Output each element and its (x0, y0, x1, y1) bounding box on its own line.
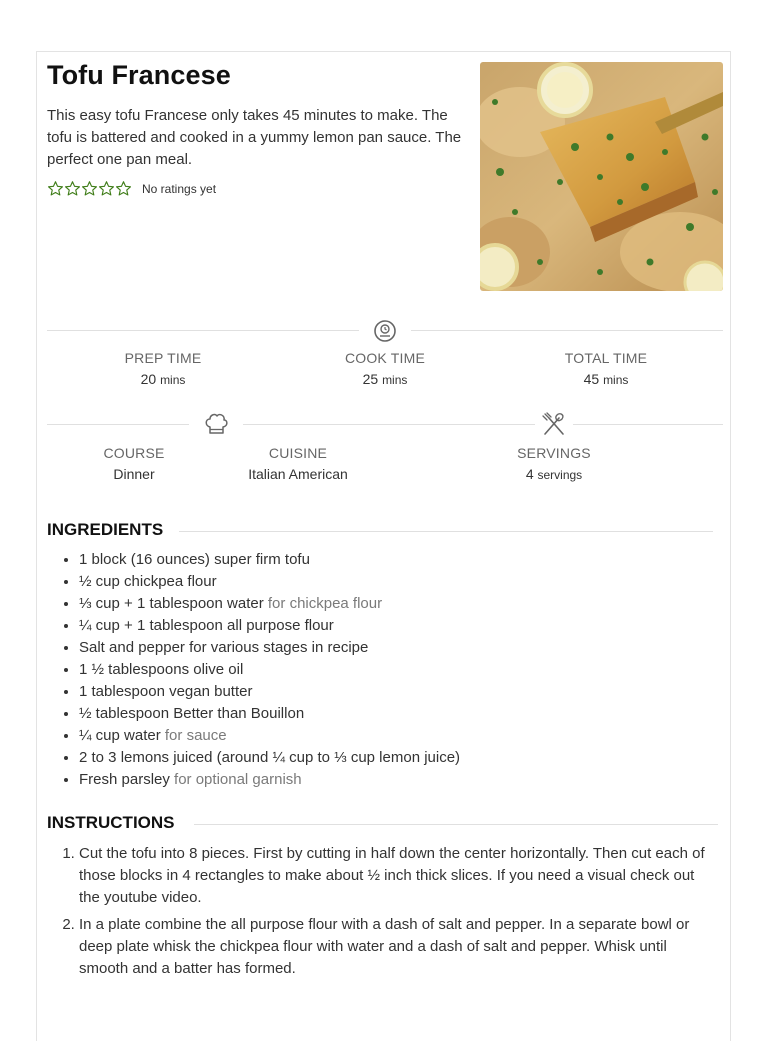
divider (411, 330, 723, 331)
ingredient-text: 2 to 3 lemons juiced (around ¼ cup to ⅓ cup lemon juice) (79, 749, 461, 766)
ingredient-item (79, 681, 719, 703)
rating-text: No ratings yet (142, 181, 217, 196)
ingredient-item (79, 593, 719, 615)
ingredient-text: ⅓ cup + 1 tablespoon water (79, 595, 264, 612)
chef-hat-icon (202, 410, 230, 438)
servings-label: SERVINGS (517, 445, 591, 461)
ingredient-note: for sauce (164, 727, 227, 744)
cuisine-label: CUISINE (268, 445, 328, 461)
ingredient-note: for optional garnish (174, 771, 302, 788)
utensils-icon (540, 410, 568, 438)
divider (243, 424, 535, 425)
prep-time-label: PREP TIME (124, 350, 202, 366)
servings-value: 4 (525, 466, 534, 482)
ingredient-text: 1 tablespoon vegan butter (79, 683, 253, 700)
recipe-rating[interactable] (47, 180, 216, 197)
ingredient-item (79, 769, 719, 791)
rating-stars[interactable] (47, 180, 132, 197)
cuisine (198, 445, 398, 482)
ingredient-item (79, 571, 719, 593)
recipe-summary: This easy tofu Francese only takes 45 minutes to make. The tofu is battered and cooked in a yummy lemon pan sauce. The perfect one pan meal. (47, 107, 462, 168)
divider (179, 531, 713, 532)
course-value: Dinner (113, 466, 155, 482)
instruction-step: 1. Cut the tofu into 8 pieces. First by cutting in half down the center horizontally. Then cut each of those blocks in 4 rectangles to make about ½ inch thick slices. If you need a visual check out the youtube video. (79, 843, 719, 909)
prep-time-unit: mins (160, 373, 186, 387)
ingredient-item (79, 725, 719, 747)
prep-time-value: 20 (140, 371, 157, 387)
star-icon[interactable] (64, 180, 81, 197)
ingredient-item (79, 747, 719, 769)
ingredient-text: ½ tablespoon Better than Bouillon (79, 705, 305, 722)
recipe-photo (480, 62, 723, 291)
cook-time-unit: mins (382, 373, 408, 387)
ingredient-text: ¼ cup + 1 tablespoon all purpose flour (79, 617, 334, 634)
divider (47, 424, 189, 425)
ingredient-item (79, 703, 719, 725)
star-icon[interactable] (98, 180, 115, 197)
star-icon[interactable] (115, 180, 132, 197)
ingredient-text: Fresh parsley (79, 771, 170, 788)
servings (454, 445, 654, 482)
ingredient-text: 1 ½ tablespoons olive oil (79, 661, 244, 678)
cuisine-value: Italian American (248, 466, 348, 482)
ingredients-list (47, 549, 719, 791)
course-label: COURSE (103, 445, 165, 461)
ingredient-text: 1 block (16 ounces) super firm tofu (79, 551, 310, 568)
ingredients-heading: INGREDIENTS (47, 520, 164, 539)
instructions-heading: INSTRUCTIONS (47, 813, 175, 832)
total-time-value: 45 (583, 371, 600, 387)
total-time-label: TOTAL TIME (564, 350, 648, 366)
recipe-card (36, 51, 731, 1041)
instruction-step: 2. In a plate combine the all purpose flour with a dash of salt and pepper. In a separate bowl or deep plate whisk the chickpea flour with water and a dash of salt and pepper. Whisk until smooth and a batter has formed. (79, 914, 719, 980)
ingredient-item (79, 637, 719, 659)
star-icon[interactable] (47, 180, 64, 197)
timer-icon (371, 316, 399, 344)
total-time-unit: mins (603, 373, 629, 387)
ingredient-text: ½ cup chickpea flour (79, 573, 217, 590)
ingredient-note: for chickpea flour (267, 595, 383, 612)
divider (194, 824, 718, 825)
ingredient-item (79, 659, 719, 681)
recipe-title: Tofu Francese (47, 60, 231, 90)
total-time (506, 350, 706, 387)
cook-time-label: COOK TIME (344, 350, 426, 366)
ingredient-text: Salt and pepper for various stages in recipe (79, 639, 369, 656)
cook-time (285, 350, 485, 387)
star-icon[interactable] (81, 180, 98, 197)
ingredient-text: ¼ cup water (79, 727, 161, 744)
prep-time (63, 350, 263, 387)
cook-time-value: 25 (362, 371, 379, 387)
servings-unit: servings (537, 468, 583, 482)
instructions-list (47, 843, 719, 985)
divider (573, 424, 723, 425)
divider (47, 330, 359, 331)
ingredient-item (79, 549, 719, 571)
ingredient-item (79, 615, 719, 637)
